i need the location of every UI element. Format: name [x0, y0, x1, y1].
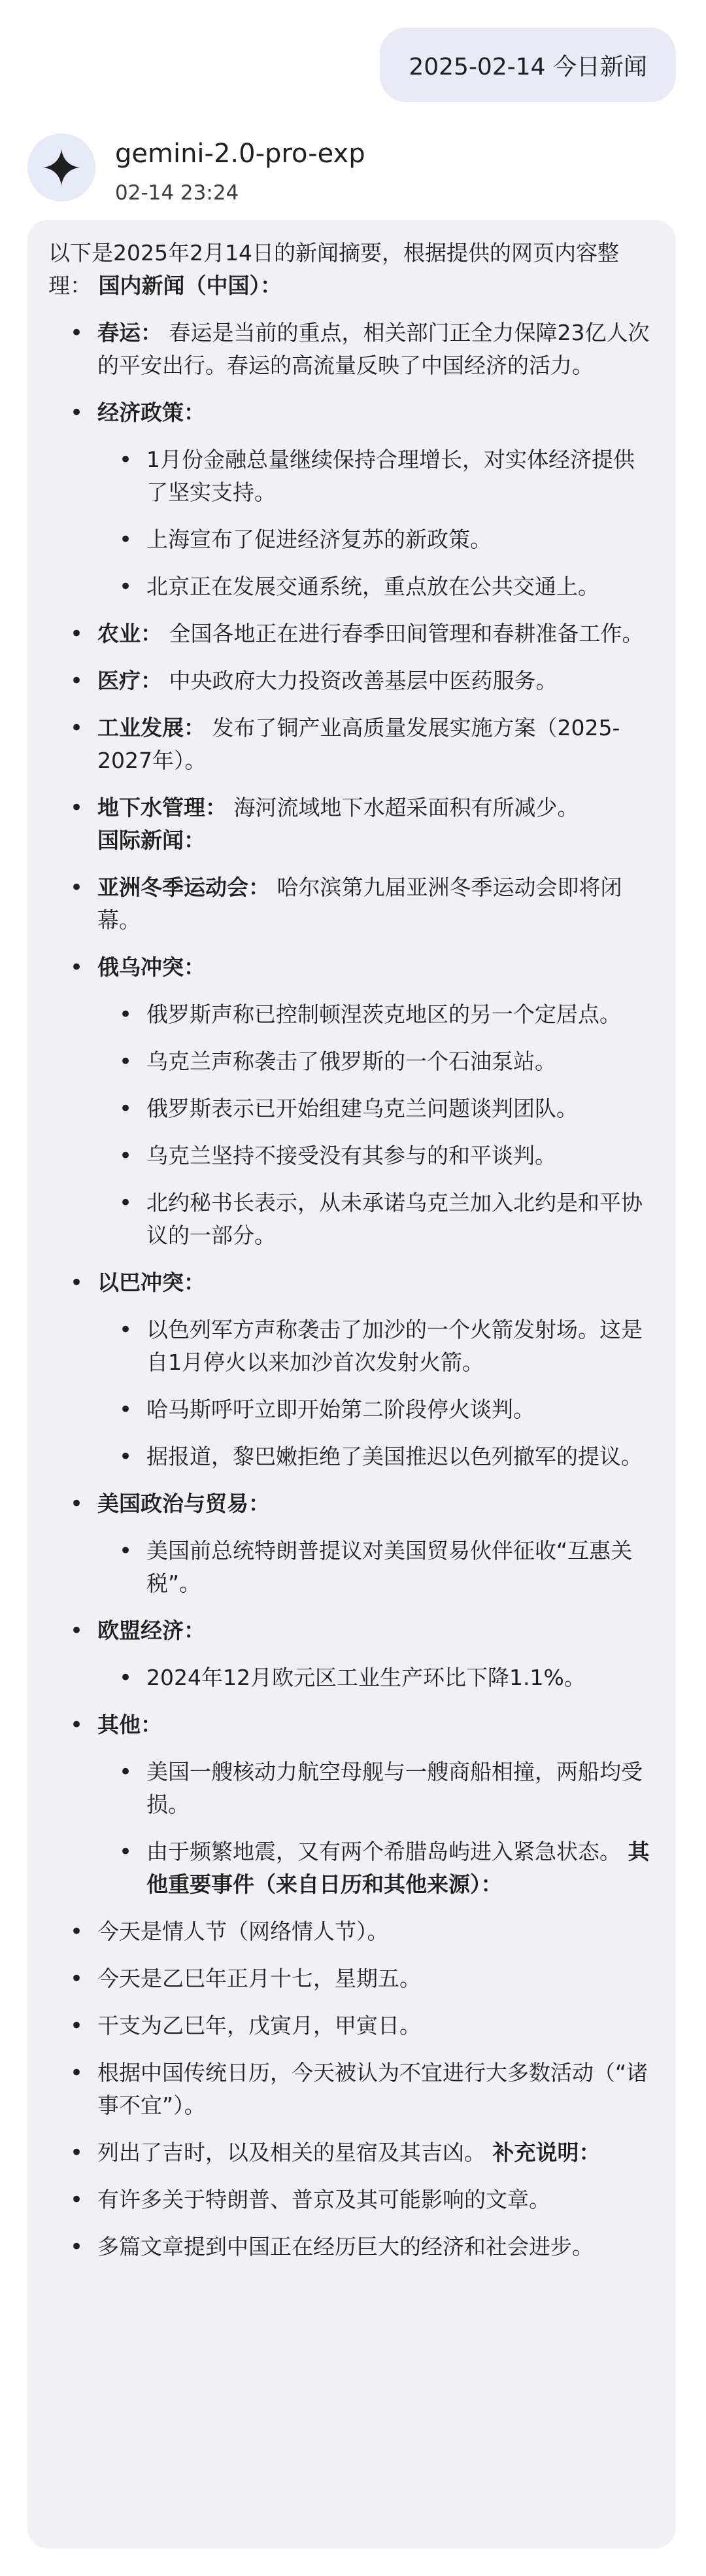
supplement-item: • 多篇文章提到中国正在经历巨大的经济和社会进步。: [48, 2231, 655, 2263]
sub-list: [97, 1314, 655, 1473]
item-title: 以巴冲突：: [97, 1270, 205, 1295]
sub-list: [97, 1662, 655, 1694]
calendar-list: [48, 1915, 655, 2263]
list-item-groundwater: [48, 792, 655, 857]
intro-text: 以下是2025年2月14日的新闻摘要，根据提供的网页内容整理：: [48, 240, 619, 298]
supplement-item: • 有许多关于特朗普、普京及其可能影响的文章。: [48, 2184, 655, 2216]
sub-list-item: • 据报道，黎巴嫩拒绝了美国推迟以色列撤军的提议。: [97, 1440, 655, 1473]
sub-list: [97, 1756, 655, 1901]
sub-list-item: • 俄罗斯表示已开始组建乌克兰问题谈判团队。: [97, 1092, 655, 1125]
item-text: 全国各地正在进行春季田间管理和春耕准备工作。: [169, 621, 644, 646]
sub-list: [97, 998, 655, 1252]
list-item-asian-winter-games: [48, 871, 655, 937]
other-events-heading: 其他重要事件（来自日历和其他来源）：: [146, 1839, 650, 1897]
list-item-economic-policy: [48, 396, 655, 603]
calendar-item: • 根据中国传统日历，今天被认为不宜进行大多数活动（“诸事不宜”）。: [48, 2057, 655, 2122]
sub-list-item: [97, 1836, 655, 1901]
auspicious-text: 列出了吉时，以及相关的星宿及其吉凶。: [97, 2140, 486, 2165]
sub-list-item: • 以色列军方声称袭击了加沙的一个火箭发射场。这是自1月停火以来加沙首次发射火箭。: [97, 1314, 655, 1379]
list-item-agriculture: [48, 618, 655, 650]
item-title: 医疗：: [97, 668, 162, 693]
sub-list-item: • 哈马斯呼吁立即开始第二阶段停火谈判。: [97, 1393, 655, 1426]
item-text: 海河流域地下水超采面积有所减少。: [233, 795, 579, 820]
item-title: 欧盟经济：: [97, 1618, 205, 1643]
sub-list: [97, 1535, 655, 1600]
item-title: 亚洲冬季运动会：: [97, 875, 270, 900]
item-text: 春运是当前的重点，相关部门正全力保障23亿人次的平安出行。春运的高流量反映了中国经济的活力。: [97, 320, 650, 378]
item-title: 美国政治与贸易：: [97, 1491, 270, 1516]
assistant-header: [27, 133, 365, 207]
response-card: [27, 220, 676, 2549]
list-item-russia-ukraine: [48, 951, 655, 1252]
list-item-israel-palestine: [48, 1266, 655, 1473]
sub-item-text: 由于频繁地震，又有两个希腊岛屿进入紧急状态。: [146, 1839, 621, 1864]
list-item-us-politics-trade: [48, 1488, 655, 1600]
list-item-eu-economy: [48, 1614, 655, 1694]
item-title: 经济政策：: [97, 400, 205, 425]
intro-paragraph: [48, 237, 655, 302]
sub-list-item: • 上海宣布了促进经济复苏的新政策。: [97, 523, 655, 556]
sub-list-item: • 北约秘书长表示，从未承诺乌克兰加入北约是和平协议的一部分。: [97, 1187, 655, 1252]
item-title: 俄乌冲突：: [97, 954, 205, 980]
model-name: gemini-2.0-pro-exp: [115, 139, 365, 169]
item-text: 哈尔滨第九届亚洲冬季运动会即将闭幕。: [97, 875, 622, 933]
gemini-sparkle-icon: [27, 133, 95, 201]
user-message-bubble: [380, 27, 676, 102]
sub-list: [97, 444, 655, 603]
item-title: 春运：: [97, 320, 162, 345]
sub-list-item: • 美国前总统特朗普提议对美国贸易伙伴征收“互惠关税”。: [97, 1535, 655, 1600]
domestic-news-heading: 国内新闻（中国）：: [98, 273, 282, 298]
assistant-meta: [115, 133, 365, 207]
message-timestamp: 02-14 23:24: [115, 181, 239, 205]
item-text: 中央政府大力投资改善基层中医药服务。: [169, 668, 558, 693]
list-item-healthcare: [48, 665, 655, 697]
sub-list-item: • 1月份金融总量继续保持合理增长，对实体经济提供了坚实支持。: [97, 444, 655, 509]
list-item-other: [48, 1709, 655, 1901]
sub-list-item: • 2024年12月欧元区工业生产环比下降1.1%。: [97, 1662, 655, 1694]
calendar-item: • 干支为乙巳年，戊寅月，甲寅日。: [48, 2010, 655, 2042]
item-text: 发布了铜产业高质量发展实施方案（2025-2027年）。: [97, 715, 620, 773]
sub-list-item: • 乌克兰声称袭击了俄罗斯的一个石油泵站。: [97, 1045, 655, 1078]
calendar-item: • 今天是乙巳年正月十七，星期五。: [48, 1962, 655, 1995]
supplement-heading: 补充说明：: [492, 2140, 601, 2165]
international-news-heading: 国际新闻：: [97, 827, 205, 853]
item-title: 其他：: [97, 1712, 162, 1737]
sub-list-item: • 美国一艘核动力航空母舰与一艘商船相撞，两船均受损。: [97, 1756, 655, 1821]
user-message-text: 2025-02-14 今日新闻: [409, 53, 647, 80]
item-title: 工业发展：: [97, 715, 205, 740]
calendar-item: • 今天是情人节（网络情人节）。: [48, 1915, 655, 1948]
sub-list-item: • 北京正在发展交通系统，重点放在公共交通上。: [97, 570, 655, 603]
sub-list-item: • 俄罗斯声称已控制顿涅茨克地区的另一个定居点。: [97, 998, 655, 1031]
list-item-spring-festival-travel: [48, 317, 655, 382]
list-item-industry: [48, 712, 655, 777]
item-title: 农业：: [97, 621, 162, 646]
item-title: 地下水管理：: [97, 795, 227, 820]
calendar-item: [48, 2136, 655, 2169]
sub-list-item: • 乌克兰坚持不接受没有其参与的和平谈判。: [97, 1140, 655, 1172]
news-list: [48, 317, 655, 1901]
